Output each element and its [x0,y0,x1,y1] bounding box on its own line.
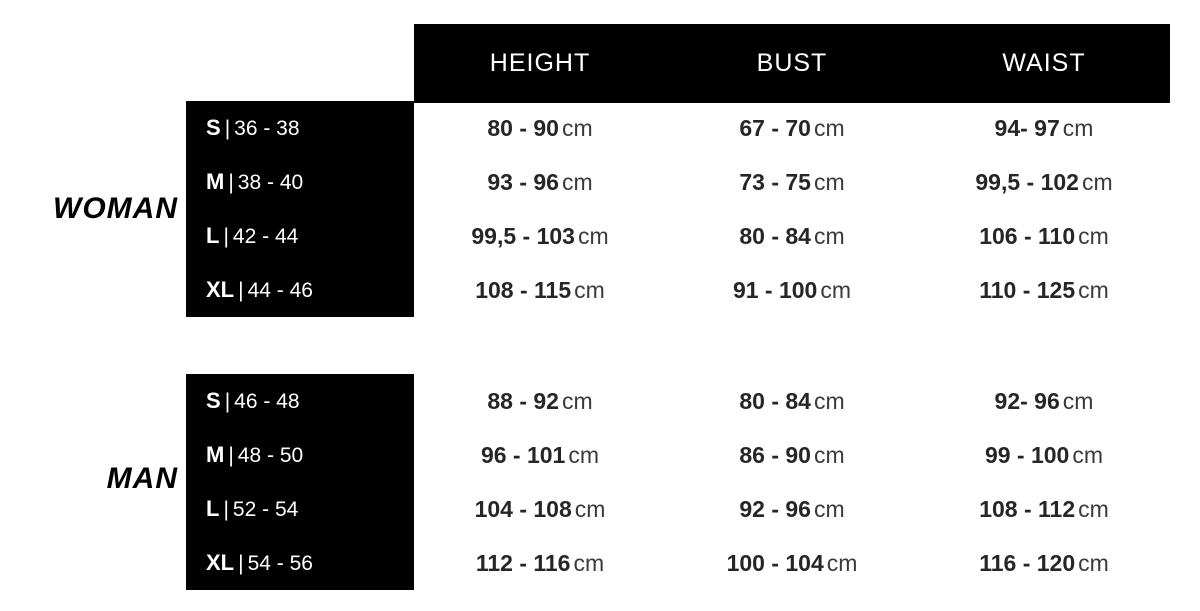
value: 73 - 75 [739,168,811,195]
size-separator: | [228,444,234,467]
cell-bust [666,496,918,523]
unit: cm [561,168,593,195]
unit: cm [1078,495,1109,522]
unit: cm [574,276,605,303]
value: 99 - 100 [984,441,1070,468]
cell-bust [666,169,918,196]
size-eu: 42 - 44 [232,225,299,248]
cell-height [414,550,666,577]
cell-waist [918,115,1170,142]
unit: cm [573,549,605,576]
cell-waist [918,388,1170,415]
size-eu: 46 - 48 [234,390,300,413]
value: 67 - 70 [739,114,811,141]
cell-height [414,388,666,415]
cell-height [414,442,666,469]
cell-bust [666,223,918,250]
value: 99,5 - 103 [471,222,575,249]
value: 80 - 84 [739,222,811,249]
unit: cm [813,387,845,414]
column-header-height: HEIGHT [489,49,591,77]
cell-bust [666,388,918,415]
unit: cm [813,114,845,141]
size-code: M [206,442,225,467]
value: 110 - 125 [979,276,1076,303]
cell-waist [918,442,1170,469]
unit: cm [1081,168,1113,195]
size-code: XL [206,550,235,575]
value: 88 - 92 [487,387,559,414]
unit: cm [813,495,845,522]
size-code: S [206,388,221,413]
value: 96 - 101 [480,441,566,468]
unit: cm [813,168,845,195]
table-row [186,482,1170,536]
value: 93 - 96 [487,168,559,195]
cell-waist [918,277,1170,304]
size-eu: 52 - 54 [232,498,299,521]
value: 94- 97 [994,114,1060,141]
value: 86 - 90 [739,441,811,468]
size-code: L [206,223,220,248]
value: 92 - 96 [739,495,811,522]
size-code: M [206,169,225,194]
size-eu: 36 - 38 [234,117,300,140]
unit: cm [561,114,593,141]
cell-height [414,169,666,196]
unit: cm [813,441,845,468]
cell-height [414,496,666,523]
cell-size [186,115,414,141]
cell-bust [666,442,918,469]
size-eu: 48 - 50 [237,444,304,467]
cell-bust [666,550,918,577]
size-separator: | [238,552,244,575]
unit: cm [1078,549,1109,576]
cell-waist [918,496,1170,523]
cell-height [414,115,666,142]
value: 106 - 110 [979,222,1076,249]
size-code: S [206,115,221,140]
table-row [186,428,1170,482]
table-row [186,263,1170,317]
value: 80 - 84 [739,387,811,414]
unit: cm [826,549,858,576]
cell-size [186,223,414,249]
value: 92- 96 [994,387,1060,414]
cell-size [186,388,414,414]
cell-size [186,496,414,522]
value: 108 - 112 [979,495,1076,522]
size-separator: | [223,225,229,248]
table-body-man [186,374,1170,590]
cell-size [186,550,414,576]
column-header-waist: WAIST [1002,49,1086,77]
size-eu: 44 - 46 [247,279,313,302]
cell-bust [666,277,918,304]
unit: cm [1062,114,1094,141]
unit: cm [1078,222,1109,249]
unit: cm [1072,441,1104,468]
cell-waist [918,550,1170,577]
unit: cm [820,276,852,303]
value: 91 - 100 [732,276,818,303]
value: 116 - 120 [979,549,1076,576]
value: 112 - 116 [475,549,571,576]
cell-bust [666,115,918,142]
unit: cm [1078,276,1109,303]
size-separator: | [238,279,244,302]
unit: cm [568,441,600,468]
size-separator: | [224,117,231,140]
size-eu: 54 - 56 [247,552,313,575]
unit: cm [577,222,609,249]
size-eu: 38 - 40 [237,171,304,194]
group-label-man: MAN [106,462,178,495]
cell-size [186,442,414,468]
table-row [186,209,1170,263]
size-code: XL [206,277,235,302]
value: 104 - 108 [474,495,572,522]
unit: cm [574,495,606,522]
size-code: L [206,496,220,521]
value: 100 - 104 [726,549,824,576]
table-row [186,101,1170,155]
unit: cm [813,222,845,249]
value: 80 - 90 [487,114,559,141]
table-row [186,155,1170,209]
cell-waist [918,223,1170,250]
size-separator: | [223,498,229,521]
cell-height [414,223,666,250]
table-header-row [414,24,1170,103]
table-row [186,536,1170,590]
size-separator: | [228,171,234,194]
unit: cm [1062,387,1094,414]
value: 99,5 - 102 [975,168,1079,195]
cell-waist [918,169,1170,196]
value: 108 - 115 [475,276,572,303]
cell-size [186,169,414,195]
cell-height [414,277,666,304]
table-row [186,374,1170,428]
cell-size [186,277,414,303]
column-header-bust: BUST [756,49,828,77]
group-label-woman: WOMAN [53,192,178,225]
unit: cm [561,387,593,414]
size-separator: | [224,390,231,413]
table-body-woman [186,101,1170,317]
